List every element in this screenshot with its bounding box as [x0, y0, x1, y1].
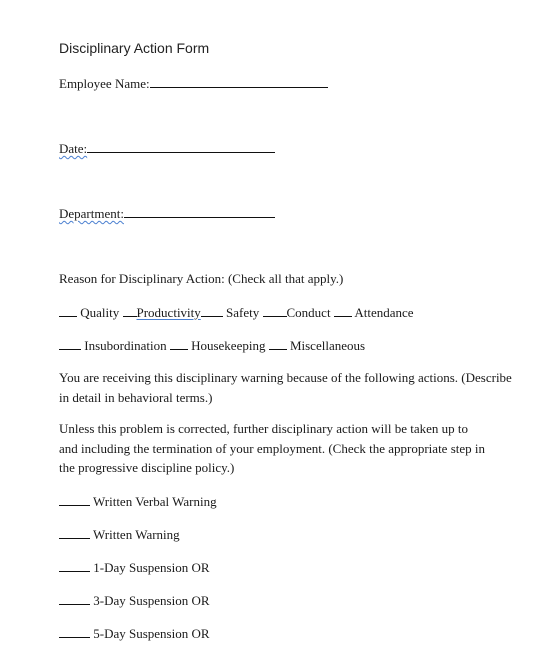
reason-quality: Quality: [80, 305, 120, 320]
form-title: Disciplinary Action Form: [59, 40, 210, 56]
step-label: Written Warning: [93, 527, 180, 542]
quality-checkbox[interactable]: [59, 304, 77, 317]
reason-heading: Reason for Disciplinary Action: (Check all that apply.): [59, 271, 344, 286]
step-1-day-suspension: [59, 559, 210, 576]
date-row: [59, 140, 275, 157]
miscellaneous-checkbox[interactable]: [269, 337, 287, 350]
step-3-day-suspension: [59, 592, 210, 609]
attendance-checkbox[interactable]: [334, 304, 352, 317]
step-checkbox[interactable]: [59, 493, 90, 506]
insubordination-checkbox[interactable]: [59, 337, 81, 350]
reason-insubordination: Insubordination: [84, 338, 167, 353]
department-field[interactable]: [124, 205, 275, 218]
step-checkbox[interactable]: [59, 592, 90, 605]
reason-productivity: Productivity: [136, 305, 201, 320]
reason-housekeeping: Housekeeping: [191, 338, 266, 353]
reasons-row-1: [59, 304, 414, 321]
productivity-checkbox[interactable]: [123, 304, 137, 317]
step-checkbox[interactable]: [59, 625, 90, 638]
reason-miscellaneous: Miscellaneous: [289, 338, 366, 353]
department-row: [59, 205, 275, 222]
employee-name-field[interactable]: [150, 75, 328, 88]
department-label: Department:: [59, 206, 124, 221]
reason-conduct: Conduct: [286, 305, 331, 320]
warning-paragraph: You are receiving this disciplinary warning because of the following actions. (Describe in detail in behavioral terms.): [59, 370, 512, 405]
step-checkbox[interactable]: [59, 559, 90, 572]
productivity-blank-tail[interactable]: [201, 304, 223, 317]
step-written-warning: [59, 526, 180, 543]
step-label: 5-Day Suspension OR: [93, 626, 210, 641]
step-label: Written Verbal Warning: [93, 494, 217, 509]
step-label: 1-Day Suspension OR: [93, 560, 210, 575]
date-label: Date:: [59, 141, 88, 156]
step-checkbox[interactable]: [59, 526, 90, 539]
date-field[interactable]: [87, 140, 275, 153]
conduct-checkbox[interactable]: [263, 304, 287, 317]
reason-attendance: Attendance: [354, 305, 414, 320]
step-label: 3-Day Suspension OR: [93, 593, 210, 608]
step-written-verbal-warning: [59, 493, 217, 510]
reasons-row-2: [59, 337, 365, 354]
housekeeping-checkbox[interactable]: [170, 337, 188, 350]
reason-safety: Safety: [226, 305, 260, 320]
step-5-day-suspension: [59, 625, 210, 642]
employee-name-label: Employee Name:: [59, 76, 150, 91]
consequence-paragraph: Unless this problem is corrected, further disciplinary action will be taken up to and including the termination of your employment. (Check the appropriate step in the progressive discipline policy.): [59, 421, 485, 475]
employee-name-row: [59, 75, 328, 92]
